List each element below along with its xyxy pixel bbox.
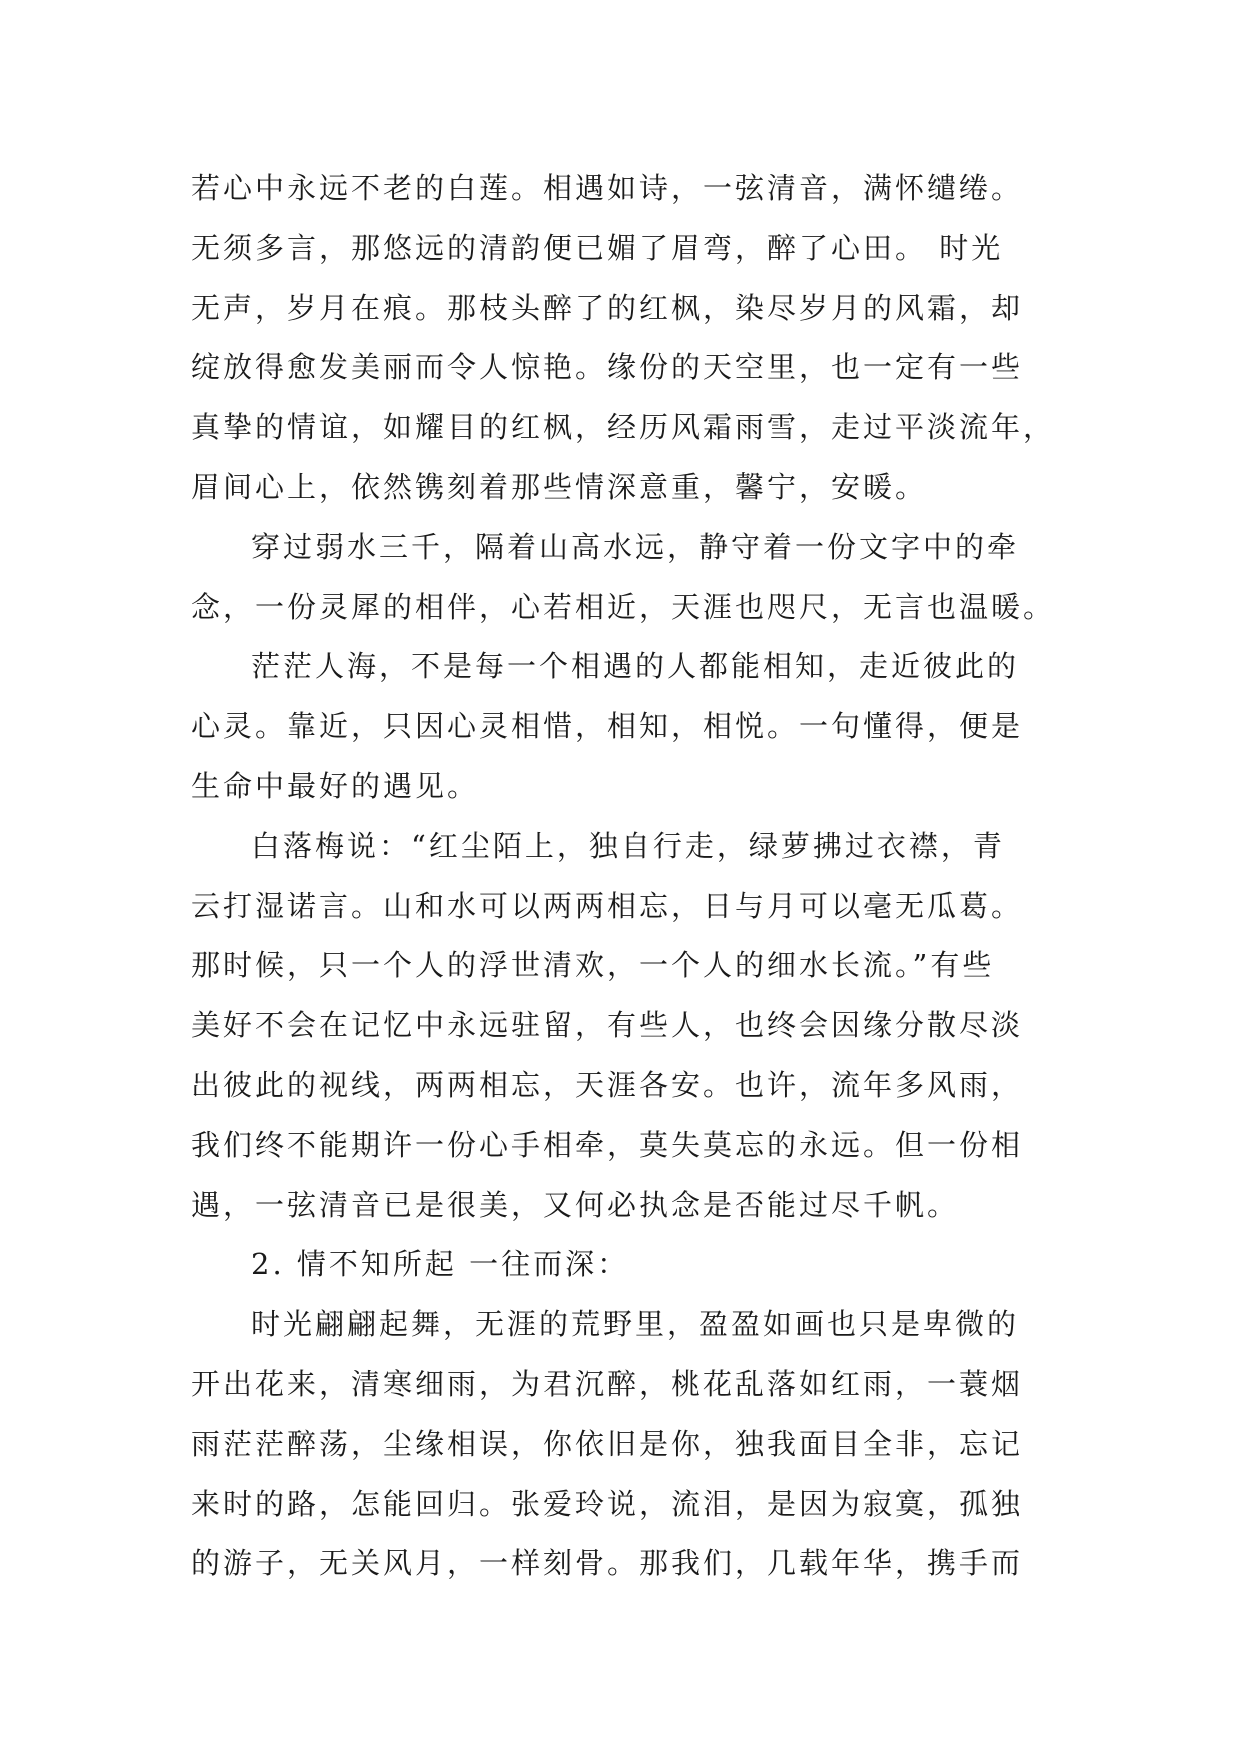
text-line: 无声，岁月在痕。那枝头醉了的红枫，染尽岁月的风霜，却 — [191, 290, 1024, 325]
text-line: 美好不会在记忆中永远驻留，有些人，也终会因缘分散尽淡 — [191, 1008, 1024, 1043]
section-heading: 2. 情不知所起 一往而深： — [251, 1247, 630, 1282]
text-line: 开出花来，清寒细雨，为君沉醉，桃花乱落如红雨，一蓑烟 — [191, 1366, 1024, 1401]
paragraph-first-line: 穿过弱水三千，隔着山高水远，静守着一份文字中的牵 — [251, 529, 1020, 564]
text-line: 眉间心上，依然镌刻着那些情深意重，馨宁，安暖。 — [191, 469, 928, 504]
text-line: 的游子，无关风月，一样刻骨。那我们，几载年华，携手而 — [191, 1546, 1024, 1581]
paragraph-first-line: 白落梅说：“红尘陌上，独自行走，绿萝拂过衣襟，青 — [251, 828, 1005, 863]
text-line: 云打湿诺言。山和水可以两两相忘，日与月可以毫无瓜葛。 — [191, 888, 1024, 923]
text-line: 来时的路，怎能回归。张爱玲说，流泪，是因为寂寞，孤独 — [191, 1486, 1024, 1521]
paragraph-first-line: 茫茫人海，不是每一个相遇的人都能相知，走近彼此的 — [251, 649, 1020, 684]
text-line: 绽放得愈发美丽而令人惊艳。缘份的天空里，也一定有一些 — [191, 350, 1024, 385]
text-line: 雨茫茫醉荡，尘缘相误，你依旧是你，独我面目全非，忘记 — [191, 1426, 1024, 1461]
text-line: 出彼此的视线，两两相忘，天涯各安。也许，流年多风雨， — [191, 1067, 1024, 1102]
text-line: 真挚的情谊，如耀目的红枫，经历风霜雨雪，走过平淡流年， — [191, 410, 1056, 445]
text-line: 那时候，只一个人的浮世清欢，一个人的细水长流。”有些 — [191, 948, 995, 983]
text-line: 生命中最好的遇见。 — [191, 768, 480, 803]
text-line: 无须多言，那悠远的清韵便已媚了眉弯，醉了心田。 时光 — [191, 230, 1004, 265]
text-line: 我们终不能期许一份心手相牵，莫失莫忘的永远。但一份相 — [191, 1127, 1024, 1162]
text-line: 心灵。靠近，只因心灵相惜，相知，相悦。一句懂得，便是 — [191, 709, 1024, 744]
text-line: 念，一份灵犀的相伴，心若相近，天涯也咫尺，无言也温暖。 — [191, 589, 1056, 624]
text-line: 若心中永远不老的白莲。相遇如诗，一弦清音，满怀缱绻。 — [191, 171, 1024, 205]
document-body — [191, 159, 1071, 1594]
text-line: 遇，一弦清音已是很美，又何必执念是否能过尽千帆。 — [191, 1187, 960, 1222]
paragraph-first-line: 时光翩翩起舞，无涯的荒野里，盈盈如画也只是卑微的 — [251, 1307, 1020, 1342]
